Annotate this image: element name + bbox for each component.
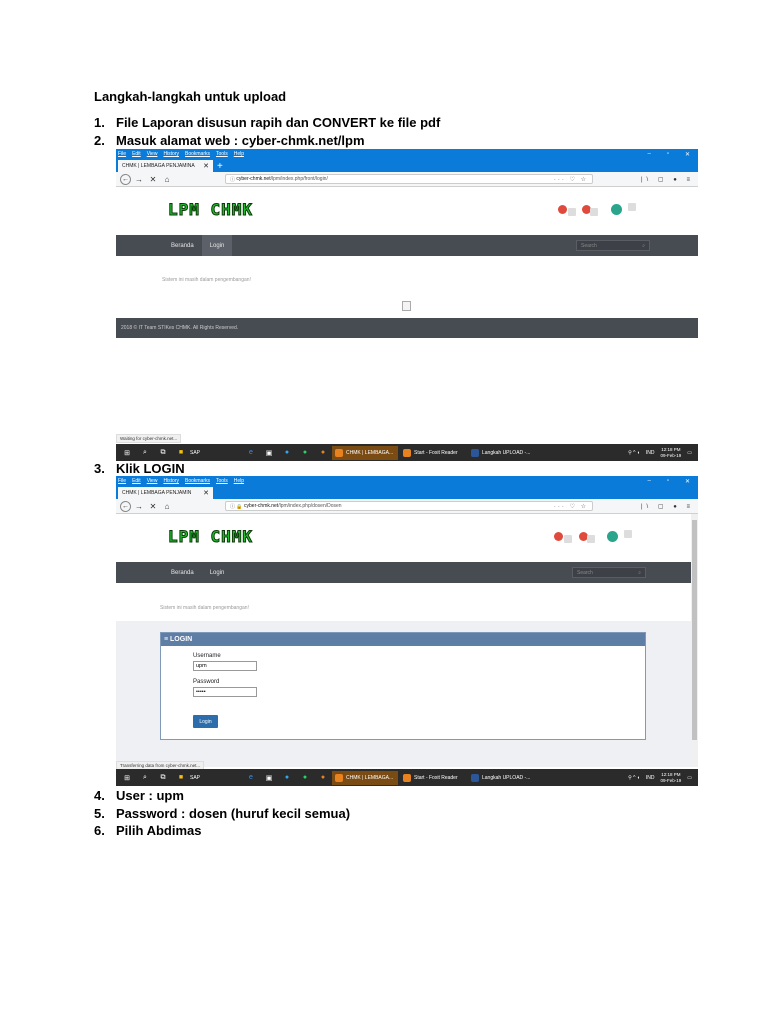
maximize-icon[interactable]: ▫ xyxy=(666,150,669,157)
app-label: Start - Foxit Reader xyxy=(414,449,458,456)
edge-icon[interactable]: e xyxy=(249,774,253,781)
user-avatar-icon[interactable] xyxy=(611,204,622,215)
search-placeholder: Search xyxy=(581,242,597,249)
page-content xyxy=(116,583,698,621)
task-view-icon[interactable]: ⧉ xyxy=(160,773,166,781)
scrollbar-thumb[interactable] xyxy=(692,520,697,740)
footer-text: 2018 © IT Team STIKes CHMK. All Rights Reserved. xyxy=(121,325,239,331)
browser-screenshot-login xyxy=(116,476,698,786)
clock[interactable] xyxy=(661,772,682,784)
step-item xyxy=(94,788,184,803)
login-panel-header: ≡ LOGIN xyxy=(161,633,645,646)
clock-time: 12:18 PM xyxy=(661,446,681,452)
tab-close-icon[interactable]: ✕ xyxy=(203,163,209,170)
browser-navbar xyxy=(116,172,698,187)
url-host: cyber-chmk.net xyxy=(236,176,271,182)
browser-tab[interactable] xyxy=(118,160,213,172)
tab-strip xyxy=(116,159,698,172)
step-item xyxy=(94,461,185,476)
message-icon[interactable] xyxy=(564,535,572,543)
chrome-icon[interactable]: ● xyxy=(320,449,326,456)
stop-icon[interactable]: ✕ xyxy=(149,501,157,511)
page-actions-icon[interactable]: ··· ♡ ☆ xyxy=(553,176,588,183)
page-scrollbar[interactable] xyxy=(691,514,698,767)
site-info-icon[interactable]: ⓘ xyxy=(230,176,236,183)
home-icon[interactable]: ⌂ xyxy=(164,501,170,511)
browser-status: Transferring data from cyber-chmk.net... xyxy=(116,761,204,770)
toolbar-icons[interactable]: |\ ▢ ● ≡ xyxy=(640,176,694,183)
edge-icon[interactable]: e xyxy=(249,449,253,456)
language-indicator[interactable]: IND xyxy=(645,774,655,781)
step-item xyxy=(94,823,201,838)
sap-icon[interactable]: ■ xyxy=(178,449,184,456)
home-icon[interactable]: ⌂ xyxy=(164,174,170,184)
login-button[interactable]: Login xyxy=(193,715,218,728)
taskbar-app-foxit[interactable] xyxy=(400,771,466,785)
site-footer xyxy=(116,318,698,338)
close-icon[interactable]: ✕ xyxy=(684,478,690,485)
username-label: Username xyxy=(193,653,221,659)
app-label: Langkah UPLOAD -... xyxy=(482,449,531,456)
password-field[interactable]: ••••• xyxy=(193,687,257,697)
windows-taskbar xyxy=(116,444,698,461)
app-label: Start - Foxit Reader xyxy=(414,774,458,781)
step-item xyxy=(94,115,440,130)
tab-title: CHMK | LEMBAGA PENJAMIN xyxy=(122,490,192,496)
step-text: File Laporan disusun rapih dan CONVERT ke file pdf xyxy=(116,115,441,130)
word-icon xyxy=(471,774,479,782)
step-number: 6. xyxy=(94,823,105,838)
foxit-icon xyxy=(403,449,411,457)
menu-bookmarks[interactable]: Bookmarks xyxy=(185,478,211,484)
menu-edit[interactable]: Edit xyxy=(132,478,141,484)
browser-navbar xyxy=(116,499,698,514)
minimize-icon[interactable]: – xyxy=(647,477,651,484)
step-text: Pilih Abdimas xyxy=(116,823,202,838)
system-tray xyxy=(628,447,698,459)
browser-menubar xyxy=(116,476,698,486)
menu-help[interactable]: Help xyxy=(233,151,244,157)
taskbar-app-word[interactable] xyxy=(468,771,534,785)
search-icon[interactable]: ⌕ xyxy=(642,242,645,249)
menu-file[interactable]: File xyxy=(118,151,127,157)
notification-icon[interactable] xyxy=(554,532,563,541)
forward-icon[interactable]: → xyxy=(135,174,143,184)
loading-icon xyxy=(402,301,411,311)
step-number: 1. xyxy=(94,115,105,130)
search-placeholder: Search xyxy=(577,569,593,576)
menu-tools[interactable]: Tools xyxy=(216,151,228,157)
url-host: cyber-chmk.net xyxy=(244,503,279,509)
notification-icon[interactable] xyxy=(558,205,567,214)
system-tray xyxy=(628,772,698,784)
taskbar-app-browser[interactable] xyxy=(332,771,398,785)
site-search-input[interactable] xyxy=(576,240,650,251)
sap-label[interactable]: SAP xyxy=(190,449,201,456)
back-icon[interactable]: ← xyxy=(122,502,129,510)
page-content xyxy=(116,256,698,316)
new-tab-icon[interactable]: + xyxy=(217,161,223,172)
menu-history[interactable]: History xyxy=(163,478,179,484)
taskbar-app-word[interactable] xyxy=(468,446,534,460)
firefox-icon xyxy=(335,774,343,782)
taskbar-app-foxit[interactable] xyxy=(400,446,466,460)
development-notice: Sistem ini masih dalam pengembangan! xyxy=(162,277,251,283)
login-panel xyxy=(160,632,646,740)
browser-menubar xyxy=(116,149,698,159)
step-text: Masuk alamat web : cyber-chmk.net/lpm xyxy=(116,133,365,148)
site-logo[interactable]: LPM CHMK xyxy=(168,527,254,546)
whatsapp-icon[interactable]: ● xyxy=(302,774,308,781)
document-heading: Langkah-langkah untuk upload xyxy=(94,89,287,104)
task-view-icon[interactable]: ⧉ xyxy=(160,448,166,456)
windows-taskbar xyxy=(116,769,698,786)
telegram-icon[interactable]: ● xyxy=(284,774,290,781)
telegram-icon[interactable]: ● xyxy=(284,449,290,456)
menu-edit[interactable]: Edit xyxy=(132,151,141,157)
start-icon[interactable]: ⊞ xyxy=(124,774,130,782)
whatsapp-icon[interactable]: ● xyxy=(302,449,308,456)
language-indicator[interactable]: IND xyxy=(645,449,655,456)
step-item xyxy=(94,806,350,821)
site-header xyxy=(116,187,698,235)
tab-close-icon[interactable]: ✕ xyxy=(203,490,209,497)
password-label: Password xyxy=(193,679,220,685)
site-navbar xyxy=(116,235,698,256)
start-icon[interactable]: ⊞ xyxy=(124,449,130,457)
menu-tools[interactable]: Tools xyxy=(216,478,228,484)
login-section xyxy=(116,621,698,767)
foxit-icon xyxy=(403,774,411,782)
notification-center-icon[interactable]: ▭ xyxy=(687,774,692,781)
browser-tab[interactable] xyxy=(118,487,213,499)
nav-home[interactable]: Beranda xyxy=(171,242,194,249)
app-label: Langkah UPLOAD -... xyxy=(482,774,531,781)
step-number: 2. xyxy=(94,133,105,148)
sap-icon[interactable]: ■ xyxy=(178,774,184,781)
search-icon[interactable]: ⌕ xyxy=(638,569,641,576)
user-avatar-icon[interactable] xyxy=(607,531,618,542)
chrome-icon[interactable]: ● xyxy=(320,774,326,781)
search-icon[interactable]: ⌕ xyxy=(143,448,147,456)
window-controls xyxy=(647,151,698,158)
tab-strip xyxy=(116,486,698,499)
message-icon[interactable] xyxy=(568,208,576,216)
tray-icons[interactable]: ⚲ ^ ◖ xyxy=(628,449,640,456)
step-text: Klik LOGIN xyxy=(116,461,185,476)
browser-screenshot-home xyxy=(116,149,698,462)
browser-status: Waiting for cyber-chmk.net... xyxy=(116,434,181,443)
close-icon[interactable]: ✕ xyxy=(684,151,690,158)
settings-icon[interactable] xyxy=(628,203,636,211)
nav-login[interactable]: Login xyxy=(202,235,233,256)
step-text: Password : dosen (huruf kecil semua) xyxy=(116,806,351,821)
step-number: 3. xyxy=(94,461,105,476)
forward-icon[interactable]: → xyxy=(135,501,143,511)
taskbar-app-browser[interactable] xyxy=(332,446,398,460)
site-header xyxy=(116,514,698,562)
url-path: /lpm/index.php/dosen/Dosen xyxy=(278,503,342,509)
site-search-input[interactable] xyxy=(572,567,646,578)
menu-file[interactable]: File xyxy=(118,478,127,484)
clock-time: 12:18 PM xyxy=(661,771,681,777)
address-bar[interactable] xyxy=(225,501,593,511)
step-item xyxy=(94,133,365,148)
step-number: 5. xyxy=(94,806,105,821)
step-text: User : upm xyxy=(116,788,184,803)
step-number: 4. xyxy=(94,788,105,803)
notification-center-icon[interactable]: ▭ xyxy=(687,449,692,456)
address-bar[interactable] xyxy=(225,174,593,184)
nav-home[interactable]: Beranda xyxy=(171,569,194,576)
sap-label[interactable]: SAP xyxy=(190,774,201,781)
maximize-icon[interactable]: ▫ xyxy=(666,477,669,484)
clock[interactable] xyxy=(661,447,682,459)
development-notice: Sistem ini masih dalam pengembangan! xyxy=(160,605,249,611)
menu-view[interactable]: View xyxy=(146,151,158,157)
username-field[interactable]: upm xyxy=(193,661,257,671)
toolbar-icons[interactable]: |\ ▢ ● ≡ xyxy=(640,503,694,510)
nav-login[interactable]: Login xyxy=(209,569,225,576)
word-icon xyxy=(471,449,479,457)
menu-bookmarks[interactable]: Bookmarks xyxy=(185,151,211,157)
window-controls xyxy=(647,478,698,485)
store-icon[interactable]: ▣ xyxy=(265,449,273,457)
url-path: /lpm/index.php/front/login/ xyxy=(270,176,328,182)
store-icon[interactable]: ▣ xyxy=(265,774,273,782)
minimize-icon[interactable]: – xyxy=(647,150,651,157)
site-navbar xyxy=(116,562,698,583)
site-logo[interactable]: LPM CHMK xyxy=(168,200,254,219)
tab-title: CHMK | LEMBAGA PENJAMINA xyxy=(122,163,195,169)
site-info-icon[interactable]: ⓘ 🔒 xyxy=(230,503,243,510)
page-actions-icon[interactable]: ··· ♡ ☆ xyxy=(553,503,588,510)
clock-date: 09-Feb-19 xyxy=(660,452,682,458)
menu-help[interactable]: Help xyxy=(233,478,244,484)
menu-view[interactable]: View xyxy=(146,478,158,484)
search-icon[interactable]: ⌕ xyxy=(143,773,147,781)
inbox-icon[interactable] xyxy=(587,535,595,543)
back-icon[interactable]: ← xyxy=(122,175,129,183)
settings-icon[interactable] xyxy=(624,530,632,538)
stop-icon[interactable]: ✕ xyxy=(149,174,157,184)
inbox-icon[interactable] xyxy=(590,208,598,216)
firefox-icon xyxy=(335,449,343,457)
app-label: CHMK | LEMBAGA... xyxy=(346,774,394,781)
menu-history[interactable]: History xyxy=(163,151,179,157)
clock-date: 09-Feb-19 xyxy=(660,777,682,783)
app-label: CHMK | LEMBAGA... xyxy=(346,449,394,456)
tray-icons[interactable]: ⚲ ^ ◖ xyxy=(628,774,640,781)
